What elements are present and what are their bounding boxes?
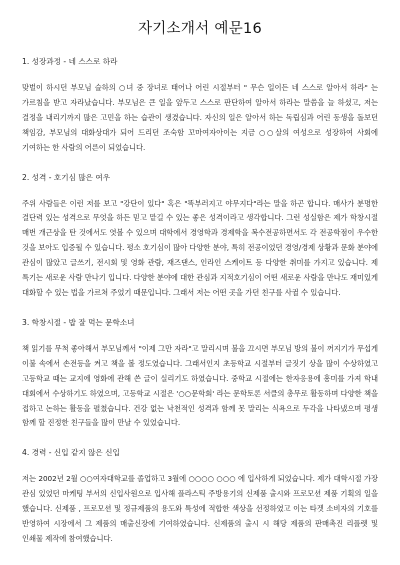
section-body: 맞벌이 하시던 부모님 슬하의 ○녀 중 장녀로 태어나 어린 시절부터 " 무슨 일이든 네 스스로 알아서 하라" 는 가르침을 받고 자라났습니다. 부모님은 큰 일을 앞두고 스스로 판단하여 알아서 하라는 말씀을 늘 하셨고, 저는 결정을 내리기까지 많은 고민을 하는 습관이 생겼습니다. 자신의 일은 알아서 하는 독립심과 어린 동생을 돌보던 책임감, 부모님의 대화상대가 되어 드리던 조숙함 꼬마여자아이는 지금 ○○살의 여성으로 성장하여 사회에 기여하는 한 사람의 어른이 되었습니다.	[22, 83, 378, 152]
document-title: 자기소개서 예문16	[137, 21, 263, 37]
section-body: 책 읽기를 무척 좋아해서 부모님께서 "이제 그만 자라"고 말리시며 불을 끄시면 부모님 방의 불이 꺼지기가 무섭게 이불 속에서 손전등을 켜고 책을 볼 정도였습니다. 그래서인지 초등학교 시절부터 글짓기 상을 많이 수상하였고 고등학교 때는 교지에 영화에 관해 쓴 글이 실리기도 하였습니다. 중학교 시절에는 한자응용에 흥미를 가져 학내 대회에서 수상하기도 하였으며, 고등학교 시절은 '○○문학회' 라는 문학토론 서클의 총무로 활동하며 다양한 책을 접하고 논하는 활동을 펼쳤습니다. 건강 없는 낙천적인 성격과 함께 못 말리는 식욕으로 두각을 나타냈으며 평생 함께 할 진정한 친구들을 많이 만날 수 있었습니다.	[22, 343, 378, 428]
section-heading: 2. 성격 - 호기심 많은 여우	[22, 172, 111, 182]
section-career	[22, 447, 378, 547]
section-heading: 1. 성장과정 - 네 스스로 하라	[22, 57, 118, 66]
section-school-days	[22, 317, 378, 431]
section-body: 저는 2002년 2월 ○○여자대학교를 졸업하고 3월에 ○○○○ ○○○ 에 입사하게 되었습니다. 제가 대학시절 가장 관심 있었던 마케팅 부서의 신입사원으로 입사해 플라스틱 주방용기의 신제품 출시와 프로모션 제품 기획의 일을 했습니다. 신제품 , 프로모션 및 정규제품의 용도와 특성에 적합한 색상을 선정하였고 이는 타겟 소비자의 기호를 반영하여 시장에서 그 제품의 매출신장에 기여하였습니다. 신제품의 출시 시 해당 제품의 판매촉진 리플렛 및 인쇄물 제작에 참여했습니다.	[22, 474, 378, 543]
section-personality	[22, 172, 378, 301]
section-growth	[22, 56, 378, 156]
section-body: 주위 사람들은 이런 저를 보고 "강단이 있다" 혹은 "똑부러지고 야무지다"라는 말을 하곤 합니다. 매사가 분명한 결단력 있는 성격으로 무엇을 하든 믿고 맡길 수 있는 좋은 성격이라고 생각합니다. 그런 성실함은 제가 학창시절 매번 개근상을 탄 것에서도 엿볼 수 있으며 대학에서 경영학과 경제학을 복수전공하면서도 각 전공학점이 우수한 것을 보아도 입증될 수 있습니다. 평소 호기심이 많아 다양한 분야, 특히 전공이었던 경영/경제 상황과 문화 분야에 관심이 많았고 글쓰기, 전시회 및 영화 관람, 재즈댄스, 인라인 스케이트 등 다양한 취미를 가지고 있습니다. 제 특기는 새로운 사람 만나기 입니다. 다양한 분야에 대한 관심과 지적호기심이 어떤 새로운 사람을 만나도 재미있게 대화할 수 있는 법을 가르쳐 주었기 때문입니다. 그래서 저는 어떤 곳을 가던 친구를 사귈 수 있습니다.	[22, 198, 378, 297]
section-heading: 4. 경력 - 신입 같지 않은 신입	[22, 448, 120, 458]
section-heading: 3. 학창시절 - 밥 잘 먹는 문학소녀	[22, 317, 135, 327]
